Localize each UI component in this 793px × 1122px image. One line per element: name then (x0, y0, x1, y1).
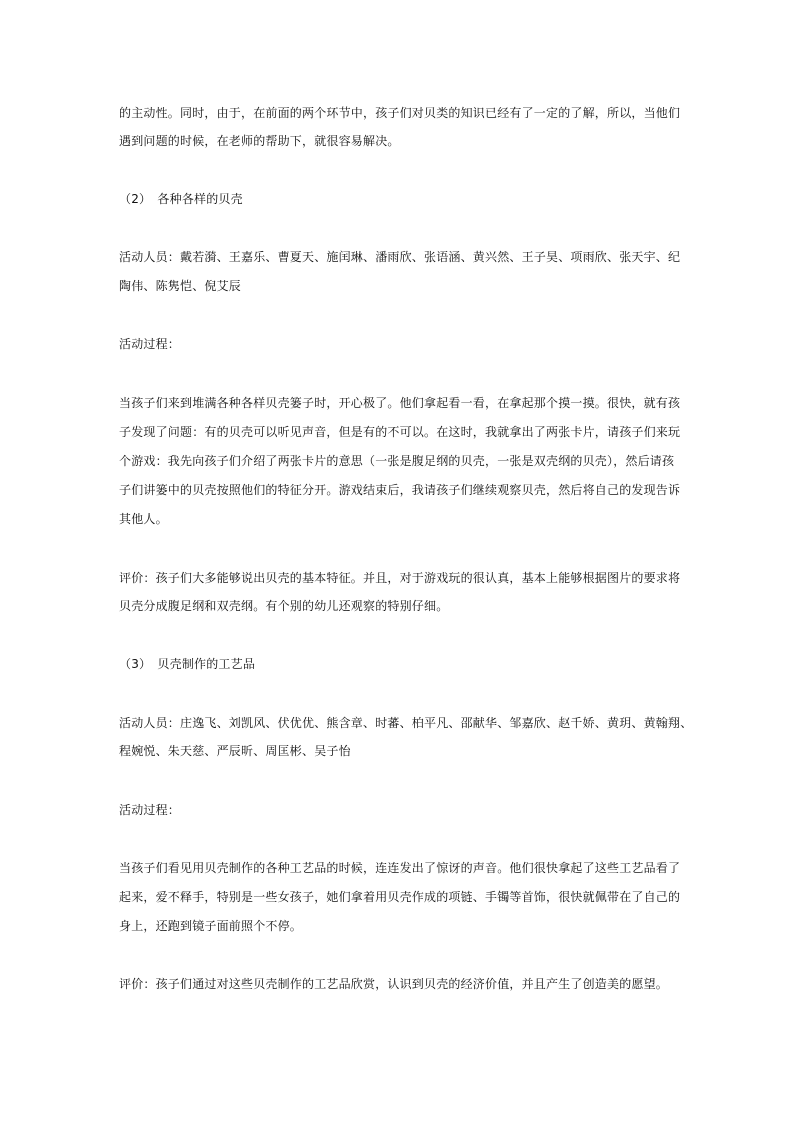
paragraph-line: 遇到问题的时候，在老师的帮助下，就很容易解决。 (119, 134, 400, 148)
paragraph-line: 的主动性。同时，由于，在前面的两个环节中，孩子们对贝类的知识已经有了一定的了解，所以，当他们 (119, 106, 681, 120)
participants-line: 活动人员：戴若漪、王嘉乐、曹夏天、施闰琳、潘雨欣、张语涵、黄兴然、王子昊、项雨欣、张天宇、纪 (119, 250, 681, 264)
paragraph-line: 当孩子们看见用贝壳制作的各种工艺品的时候，连连发出了惊讶的声音。他们很快拿起了这些工艺品看了 (119, 861, 681, 875)
participants-line: 程婉悦、朱天慈、严辰昕、周匡彬、吴子怡 (119, 744, 351, 758)
paragraph-line: 个游戏：我先向孩子们介绍了两张卡片的意思（一张是腹足纲的贝壳，一张是双壳纲的贝壳），然后请孩 (119, 454, 675, 468)
paragraph-line: 当孩子们来到堆满各种各样贝壳篓子时，开心极了。他们拿起看一看，在拿起那个摸一摸。很快，就有孩 (119, 396, 681, 410)
process-label: 活动过程： (119, 803, 181, 817)
paragraph-line: 子们讲篓中的贝壳按照他们的特征分开。游戏结束后，我请孩子们继续观察贝壳，然后将自己的发现告诉 (119, 483, 681, 497)
section-heading: （3） 贝壳制作的工艺品 (119, 657, 256, 671)
paragraph-line: 其他人。 (119, 512, 168, 526)
paragraph-line: 子发现了问题：有的贝壳可以听见声音，但是有的不可以。在这时，我就拿出了两张卡片，请孩子们来玩 (119, 425, 681, 439)
evaluation-line: 贝壳分成腹足纲和双壳纲。有个别的幼儿还观察的特别仔细。 (119, 599, 449, 613)
paragraph-line: 身上，还跑到镜子面前照个不停。 (119, 919, 303, 933)
participants-line: 活动人员：庄逸飞、刘凯风、伏优优、熊含章、时蕃、柏平凡、邵献华、邹嘉欣、赵千娇、黄玥、黄翰翔、 (119, 716, 693, 730)
participants-line: 陶伟、陈隽恺、倪艾辰 (119, 279, 242, 293)
process-label: 活动过程： (119, 337, 181, 351)
evaluation-line: 评价：孩子们大多能够说出贝壳的基本特征。并且，对于游戏玩的很认真，基本上能够根据图片的要求将 (119, 571, 681, 585)
section-heading: （2） 各种各样的贝壳 (119, 192, 243, 206)
evaluation-line: 评价：孩子们通过对这些贝壳制作的工艺品欣赏，认识到贝壳的经济价值，并且产生了创造美的愿望。 (119, 977, 669, 991)
paragraph-line: 起来，爱不释手，特别是一些女孩子，她们拿着用贝壳作成的项链、手镯等首饰，很快就佩带在了自己的 (119, 890, 681, 904)
